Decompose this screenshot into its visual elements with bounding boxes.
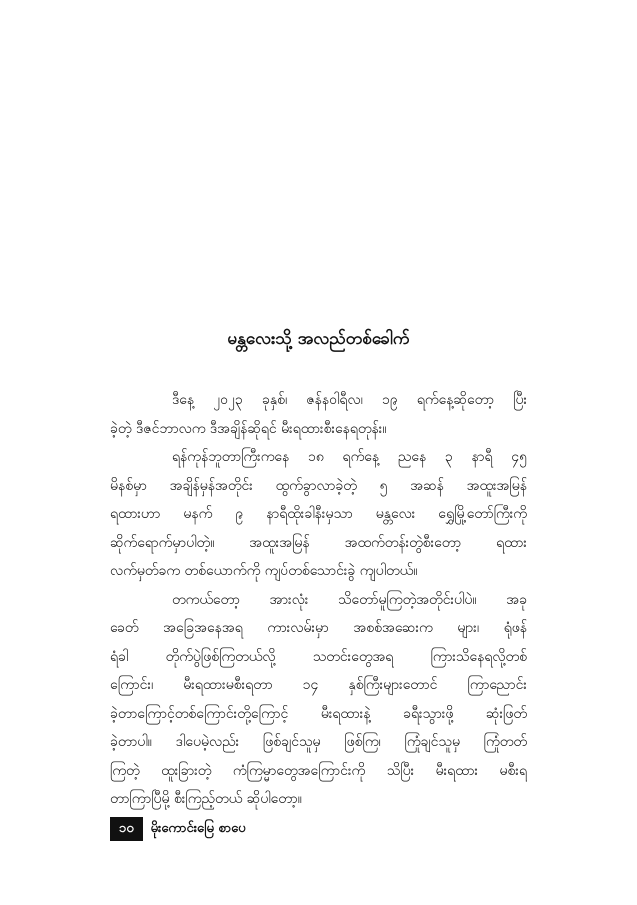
article-body — [110, 386, 527, 814]
paragraph-3-line-5: ခဲ့တာကြောင့်တစ်ကြောင်းတို့ကြောင့် မီးရထားနဲ့ ခရီးသွားဖို့ ဆုံးဖြတ် — [110, 705, 527, 722]
page-footer — [110, 817, 246, 841]
paragraph-3-line-3: ရံခါ တိုက်ပွဲဖြစ်ကြတယ်လို့ သတင်းတွေအရ ကြားသိနေရလို့တစ် — [110, 648, 527, 665]
paragraph-3-line-6: ခဲ့တာပါ။ ဒါပေမဲ့လည်း ဖြစ်ချင်သူမှ ဖြစ်ကြ၊ ကြုံချင်သူမှ ကြုံတတ် — [110, 734, 527, 750]
paragraph-2-line-5: လက်မှတ်ခက တစ်ယောက်ကို ကျပ်တစ်သောင်းခွဲ ကျပါတယ်။ — [110, 563, 418, 579]
chapter-title: မန္တလေးသို့ အလည်တစ်ခေါက် — [227, 329, 410, 349]
footer-book-title: မိုးကောင်းမြေ စာပေ — [150, 820, 246, 836]
paragraph-3-line-1: တကယ်တော့ အားလုံး သိတော်မူကြတဲ့အတိုင်းပါပဲ။ အခု — [172, 591, 527, 608]
paragraph-1-line-2: ခဲ့တဲ့ ဒီဇင်ဘာလက ဒီအချိန်ဆိုရင် မီးရထားစီးနေရတုန်း။ — [110, 420, 387, 437]
paragraph-3-line-8: တာကြာပြီမို့ စီးကြည့်တယ် ဆိုပါတော့။ — [110, 791, 302, 807]
paragraph-3-line-4: ကြောင်း၊ မီးရထားမစီးရတာ ၁၄ နှစ်ကြီးများတောင် ကြာညောင်း — [110, 677, 527, 693]
paragraph-3-line-7: ကြတဲ့ ထူးခြားတဲ့ ကံကြမ္မာတွေအကြောင်းကို သိပြီး မီးရထား မစီးရ — [110, 762, 527, 779]
paragraph-2-line-1: ရန်ကုန်ဘူတာကြီးကနေ ၁၈ ရက်နေ့ ညနေ ၃ နာရီ ၄၅ — [172, 449, 527, 465]
paragraph-1-line-1: ဒီနေ့ ၂၀၂၃ ခုနှစ်၊ ဇန်နဝါရီလ၊ ၁၉ ရက်နေ့ဆိုတော့ ပြီး — [172, 392, 527, 408]
paragraph-2-line-2: မိနစ်မှာ အချိန်မှန်အတိုင်း ထွက်ခွာလာခဲ့တဲ့ ၅ အဆန် အထူးအမြန် — [110, 477, 527, 494]
page-number: ၁၀ — [110, 817, 143, 841]
paragraph-3-line-2: ခေတ် အခြေအနေအရ ကားလမ်းမှာ အစစ်အဆေးက များ၊ ရုံဖန် — [110, 620, 527, 636]
paragraph-2-line-3: ရထားဟာ မနက် ၉ နာရီထိုးခါနီးမှသာ မန္တလေး ရွှေမြို့တော်ကြီးကို — [110, 506, 527, 522]
paragraph-2-line-4: ဆိုက်ရောက်မှာပါတဲ့။ အထူးအမြန် အထက်တန်းတွဲစီးတော့ ရထား — [110, 534, 527, 551]
